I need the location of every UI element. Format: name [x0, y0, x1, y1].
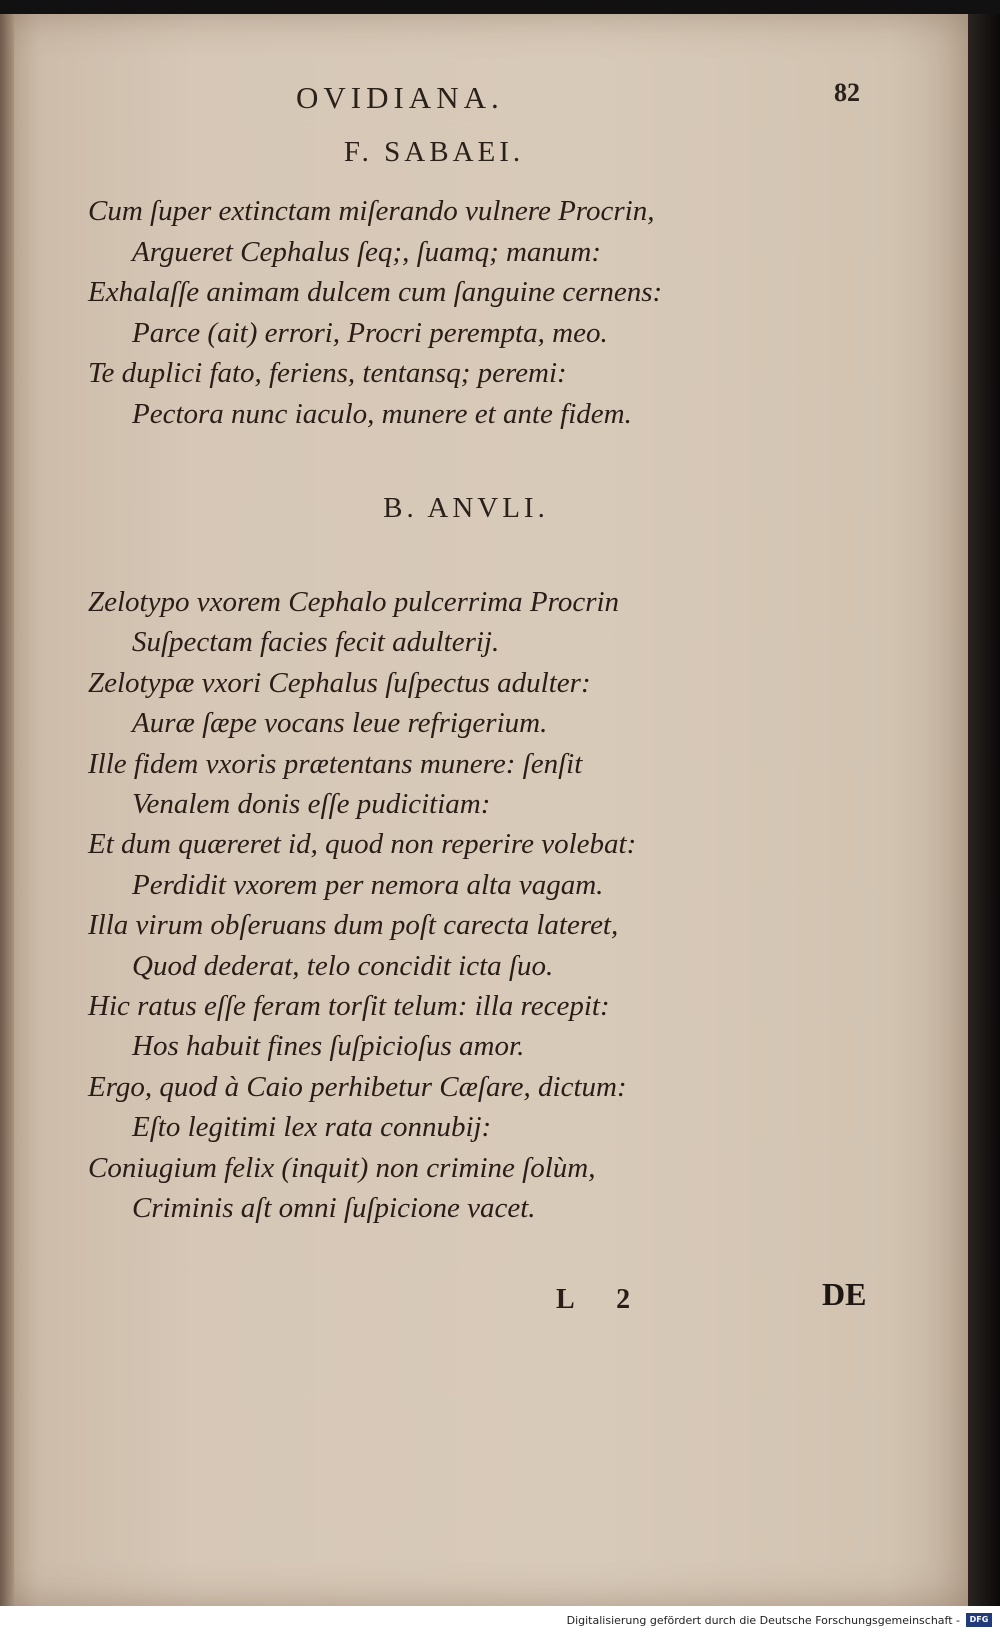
folio-number: 82 [834, 78, 860, 107]
verse-line: Auræ ſæpe vocans leue refrigerium. [132, 707, 548, 740]
poem-anuli [88, 582, 928, 1229]
section-title-anuli: B. ANVLI. [383, 492, 549, 524]
book-page [0, 14, 971, 1606]
verse-line: Et dum quæreret id, quod non reperire volebat: [88, 828, 637, 861]
funding-notice: Digitalisierung gefördert durch die Deutsche Forschungsgemeinschaft - [566, 1614, 960, 1627]
running-head: OVIDIANA. [296, 80, 504, 115]
verse-line: Suſpectam facies fecit adulterij. [132, 626, 500, 659]
section-title-sabaei: F. SABAEI. [343, 136, 525, 168]
verse-line: Argueret Cephalus ſeq;, ſuamq; manum: [132, 235, 602, 268]
verse-line: Venalem donis eſſe pudicitiam: [132, 788, 491, 821]
verse-line: Hos habuit fines ſuſpicioſus amor. [132, 1030, 525, 1063]
verse-line: Coniugium felix (inquit) non crimine ſolùm, [88, 1151, 596, 1184]
verse-line: Cum ſuper extinctam miſerando vulnere Procrin, [88, 195, 655, 227]
catchword: DE [822, 1276, 867, 1312]
verse-line: Ergo, quod à Caio perhibetur Cæſare, dictum: [88, 1070, 627, 1103]
dfg-logo: DFG [966, 1613, 992, 1627]
verse-line: Illa virum obſeruans dum poſt carecta lateret, [88, 909, 619, 942]
verse-line: Parce (ait) errori, Procri perempta, meo. [132, 316, 608, 349]
verse-line: Ille fidem vxoris prætentans munere: ſenſit [88, 747, 583, 780]
footer-bar [0, 1606, 1000, 1636]
verse-line: Te duplici fato, feriens, tentansq; peremi: [88, 357, 567, 389]
verse-line: Hic ratus eſſe feram torſit telum: illa recepit: [88, 990, 610, 1023]
verse-line: Perdidit vxorem per nemora alta vagam. [132, 868, 604, 901]
verse-line: Zelotypo vxorem Cephalo pulcerrima Procrin [88, 586, 620, 618]
verse-line: Pectora nunc iaculo, munere et ante fidem. [132, 397, 632, 430]
verse-line: Eſto legitimi lex rata connubij: [132, 1111, 492, 1144]
verse-line: Criminis aſt omni ſuſpicione vacet. [132, 1192, 536, 1225]
signature-mark: L 2 [556, 1284, 649, 1315]
scan-background-right [968, 14, 1000, 1606]
poem-sabaei [88, 191, 928, 434]
verse-line: Quod dederat, telo concidit icta ſuo. [132, 949, 554, 982]
page-binding-edge [0, 14, 14, 1606]
verse-line: Exhalaſſe animam dulcem cum ſanguine cernens: [88, 276, 663, 308]
verse-line: Zelotypæ vxori Cephalus ſuſpectus adulter: [88, 666, 591, 699]
